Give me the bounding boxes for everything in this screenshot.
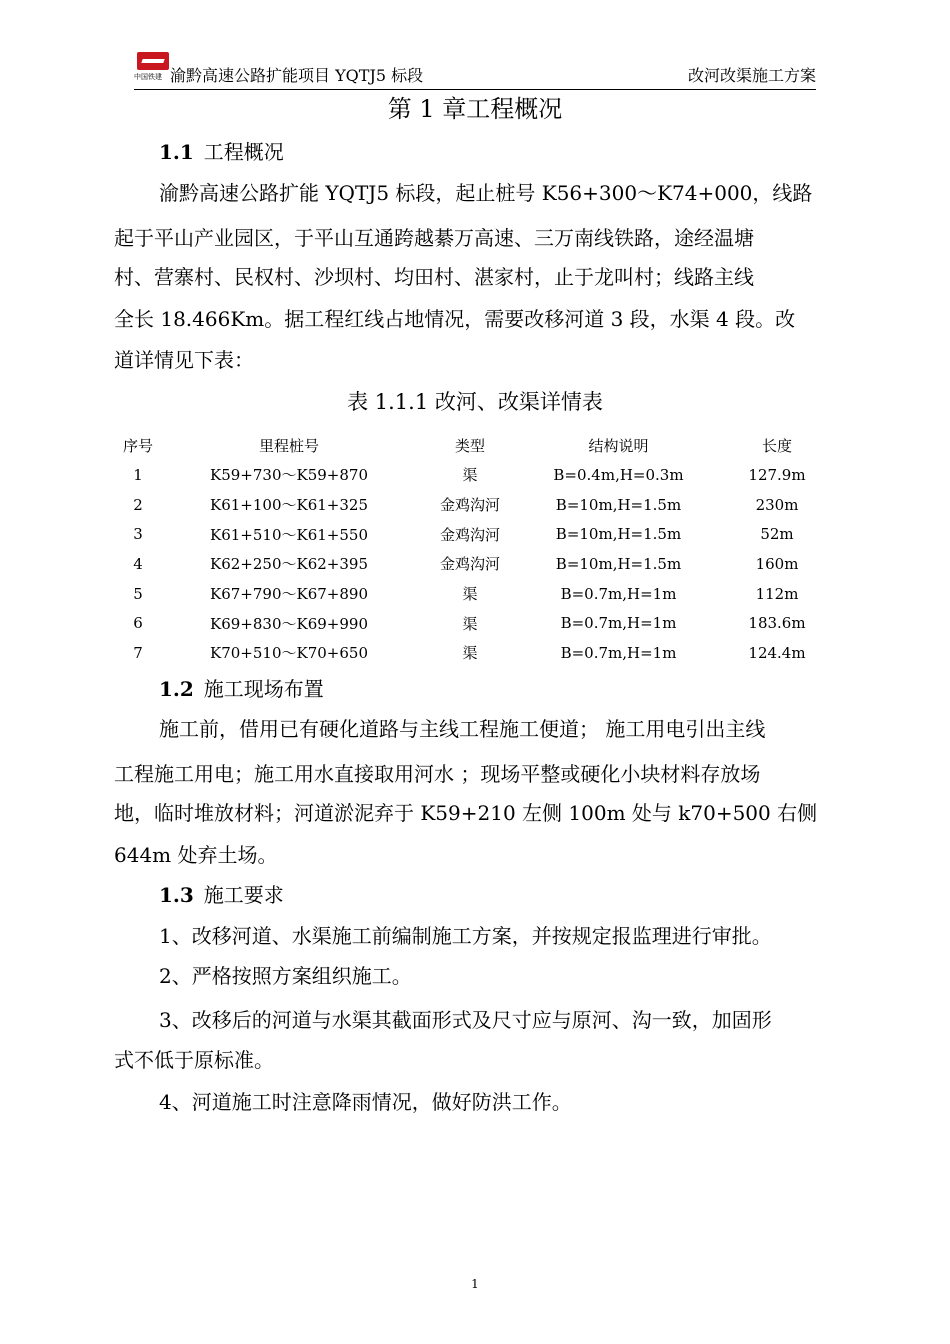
section-heading-1-1 [159,140,284,164]
column-header: 类型 [454,436,485,455]
table-row [100,490,855,520]
table-cell: 渠 [462,585,478,604]
table-cell: B=10m,H=1.5m [555,525,682,544]
chapter-title: 第 1 章工程概况 [387,95,563,123]
table-cell: 1 [133,465,143,484]
channel-details-table [100,430,855,668]
section-number: 1.3 [159,883,194,907]
table-row [100,579,855,609]
table-cell: K61+510～K61+550 [210,525,368,544]
table-cell: K67+790～K67+890 [210,585,368,604]
table-cell: K61+100～K61+325 [210,496,368,515]
table-cell: 5 [133,584,143,603]
paragraph-line: 道详情见下表： [114,348,254,372]
paragraph-line: 施工前，借用已有硬化道路与主线工程施工便道； 施工用电引出主线 [159,717,766,741]
table-cell: 52m [760,525,794,544]
section-number: 1.2 [159,677,194,701]
page-number: 1 [471,1277,479,1291]
table-row [100,608,855,638]
table-row [100,519,855,549]
table-cell: B=0.7m,H=1m [560,614,677,633]
section-number: 1.1 [159,140,194,164]
table-cell: 金鸡沟河 [439,496,500,515]
paragraph-line: 村、营寨村、民权村、沙坝村、均田村、湛家村，止于龙叫村；线路主线 [114,265,754,289]
header-divider [134,89,816,90]
table-cell: B=0.4m,H=0.3m [553,465,684,484]
list-item-continuation: 式不低于原标准。 [114,1048,274,1072]
table-cell: 渠 [462,466,478,485]
list-item: 4、河道施工时注意降雨情况，做好防洪工作。 [159,1090,572,1114]
table-cell: 4 [133,554,143,573]
header-project-name: 渝黔高速公路扩能项目 YQTJ5 标段 [170,66,424,85]
paragraph-line: 地，临时堆放材料；河道淤泥弃于 K59+210 左侧 100m 处与 k70+500 右侧 [114,801,818,825]
section-title: 工程概况 [203,140,284,164]
section-title: 施工现场布置 [203,677,324,701]
table-cell: 230m [755,495,799,514]
table-cell: 2 [133,495,143,514]
table-cell: 160m [755,554,799,573]
logo-text: 中国铁建 [134,73,162,81]
list-item: 2、严格按照方案组织施工。 [159,964,412,988]
table-cell: B=0.7m,H=1m [560,643,677,662]
table-cell: B=0.7m,H=1m [560,584,677,603]
page-header [134,52,816,88]
column-header: 结构说明 [588,436,649,455]
table-cell: 6 [133,614,143,633]
table-cell: 127.9m [748,465,806,484]
table-row [100,460,855,490]
table-cell: 渠 [462,644,478,663]
table-cell: 金鸡沟河 [439,555,500,574]
list-item: 3、改移后的河道与水渠其截面形式及尺寸应与原河、沟一致，加固形 [159,1008,772,1032]
table-caption: 表 1.1.1 改河、改渠详情表 [347,390,603,414]
table-cell: 183.6m [748,614,806,633]
table-cell: K69+830～K69+990 [210,614,368,633]
table-cell: 124.4m [748,643,806,662]
crcc-logo-icon [137,52,169,70]
company-logo [134,52,172,88]
table-cell: 112m [755,584,799,603]
table-cell: 7 [133,643,143,662]
paragraph-line: 渝黔高速公路扩能 YQTJ5 标段，起止桩号 K56+300～K74+000，线路 [159,181,813,205]
header-document-name: 改河改渠施工方案 [687,66,816,85]
table-cell: B=10m,H=1.5m [555,554,682,573]
paragraph-line: 644m 处弃土场。 [114,843,278,867]
section-heading-1-3 [159,883,284,907]
table-cell: 金鸡沟河 [439,525,500,544]
table-cell: K62+250～K62+395 [210,555,368,574]
paragraph-line: 全长 18.466Km。据工程红线占地情况，需要改移河道 3 段，水渠 4 段。改 [114,307,796,331]
table-cell: K59+730～K59+870 [210,466,368,485]
table-header-row [100,430,855,460]
table-cell: B=10m,H=1.5m [555,495,682,514]
table-cell: 3 [133,525,143,544]
column-header: 序号 [122,436,153,455]
section-heading-1-2 [159,677,324,701]
table-cell: K70+510～K70+650 [210,644,368,663]
section-title: 施工要求 [203,883,284,907]
table-row [100,549,855,579]
table-cell: 渠 [462,614,478,633]
table-row [100,638,855,668]
paragraph-line: 工程施工用电；施工用水直接取用河水 ；现场平整或硬化小块材料存放场 [114,762,761,786]
paragraph-line: 起于平山产业园区，于平山互通跨越綦万高速、三万南线铁路，途经温塘 [114,226,754,250]
column-header: 长度 [761,436,792,455]
column-header: 里程桩号 [258,436,319,455]
list-item: 1、改移河道、水渠施工前编制施工方案，并按规定报监理进行审批。 [159,924,772,948]
